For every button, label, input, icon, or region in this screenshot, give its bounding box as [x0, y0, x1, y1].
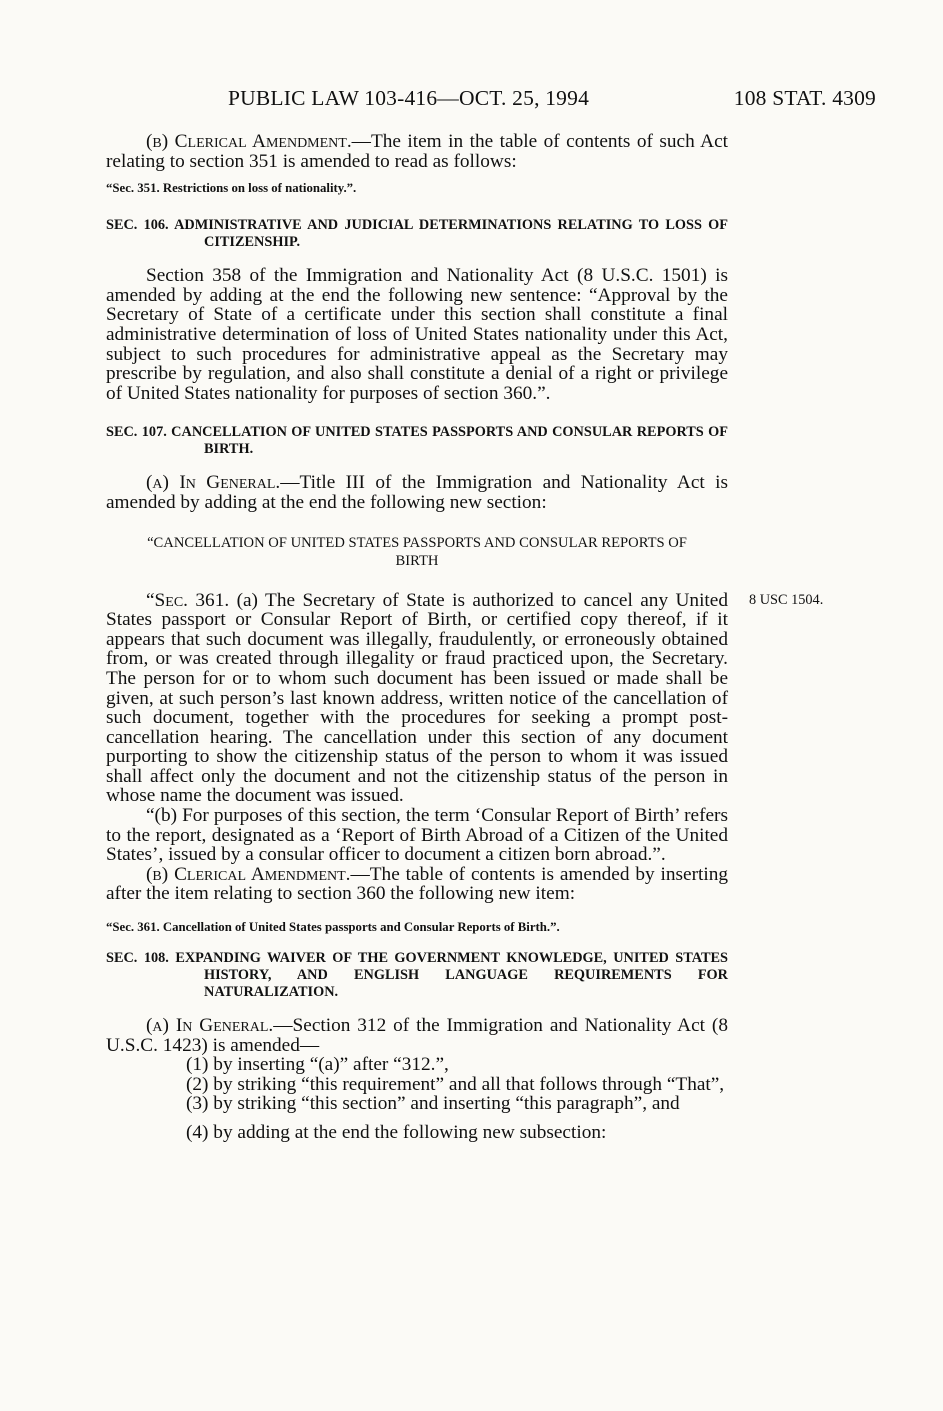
list-item-1: (1) by inserting “(a)” after “312.”,: [186, 1054, 449, 1076]
paragraph-text: —Title III of the Immigration and Nationality Act is amended by adding at the end the following new section:: [106, 472, 729, 513]
paragraph-107a-in-general: [106, 473, 728, 512]
subsection-label: (b) Clerical Amendment.: [146, 863, 351, 885]
section-open: “Sec.: [146, 589, 188, 611]
list-item-4: (4) by adding at the end the following new subsection:: [186, 1122, 607, 1143]
paragraph-text: —The item in the table of contents of such Act relating to section 351 is amended to read as follows:: [106, 131, 728, 172]
paragraph-105b-clerical-amendment: [106, 132, 728, 171]
paragraph-107b-clerical-amendment: [106, 865, 728, 904]
toc-item-sec-351: “Sec. 351. Restrictions on loss of nationality.”.: [106, 181, 357, 196]
toc-item-sec-361: “Sec. 361. Cancellation of United States passports and Consular Reports of Birth.”.: [106, 920, 560, 935]
subsection-label: (a) In General.: [146, 472, 281, 494]
section-361a-text: [106, 591, 728, 807]
header-statute-page: 108 STAT. 4309: [733, 86, 876, 110]
subsection-label: (b) Clerical Amendment.: [146, 131, 352, 152]
paragraph-text: —The table of contents is amended by inserting after the item relating to section 360 the following new item:: [106, 863, 728, 905]
list-item-2: (2) by striking “this requirement” and all that follows through “That”,: [186, 1073, 725, 1095]
section-106-heading: SEC. 106. ADMINISTRATIVE AND JUDICIAL DETERMINATIONS RELATING TO LOSS OF CITIZENSHIP.: [106, 217, 728, 251]
section-106-text: Section 358 of the Immigration and Nationality Act (8 U.S.C. 1501) is amended by adding at the end the following new sentence: “Approval by the Secretary of State of a certificate under this section shall constitute a final administrative determination of loss of United States nationality under this Act, subject to such procedures for administrative appeal as the Secretary may prescribe by regulation, and also shall constitute a denial of a right or privilege of United States nationality for purposes of section 360.”.: [106, 265, 728, 404]
section-361b-text: “(b) For purposes of this section, the term ‘Consular Report of Birth’ refers to the report, designated as a ‘Report of Birth Abroad of a Citizen of the United States’, issued by a consular officer to document a citizen born abroad.”.: [106, 805, 728, 866]
paragraph-text: 361. (a) The Secretary of State is authorized to cancel any United States passport or Consular Report of Birth, or certified copy thereof, if it appears that such document was illegally, fraudulently, or erroneously obtained from, or was created through illegality or fraud practiced upon, the Secretary. The person for or to whom such document has been issued or made shall be given, at such person’s last known address, written notice of the cancellation of such document, together with the procedures for seeking a prompt post-cancellation hearing. The cancellation under this section of any document purporting to show the citizenship status of the person to whom it was issued shall affect only the document and not the citizenship status of the person in whose name the document was issued.: [106, 589, 728, 807]
header-public-law: PUBLIC LAW 103-416—OCT. 25, 1994: [228, 86, 590, 110]
paragraph-108a-in-general: [106, 1016, 728, 1055]
section-108-heading: SEC. 108. EXPANDING WAIVER OF THE GOVERNMENT KNOWLEDGE, UNITED STATES HISTORY, AND ENGLISH LANGUAGE REQUIREMENTS FOR NATURALIZATION.: [106, 950, 728, 1001]
list-item-3: (3) by striking “this section” and inserting “this paragraph”, and: [186, 1093, 680, 1115]
subsection-label: (a) In General.: [146, 1015, 274, 1037]
margin-note-usc-1504: 8 USC 1504.: [749, 592, 824, 608]
section-361-center-heading: “CANCELLATION OF UNITED STATES PASSPORTS AND CONSULAR REPORTS OF BIRTH: [147, 534, 687, 569]
section-107-heading: SEC. 107. CANCELLATION OF UNITED STATES PASSPORTS AND CONSULAR REPORTS OF BIRTH.: [106, 424, 728, 458]
paragraph-text: —Section 312 of the Immigration and Nationality Act (8 U.S.C. 1423) is amended—: [106, 1015, 728, 1056]
document-body: [106, 132, 728, 1143]
